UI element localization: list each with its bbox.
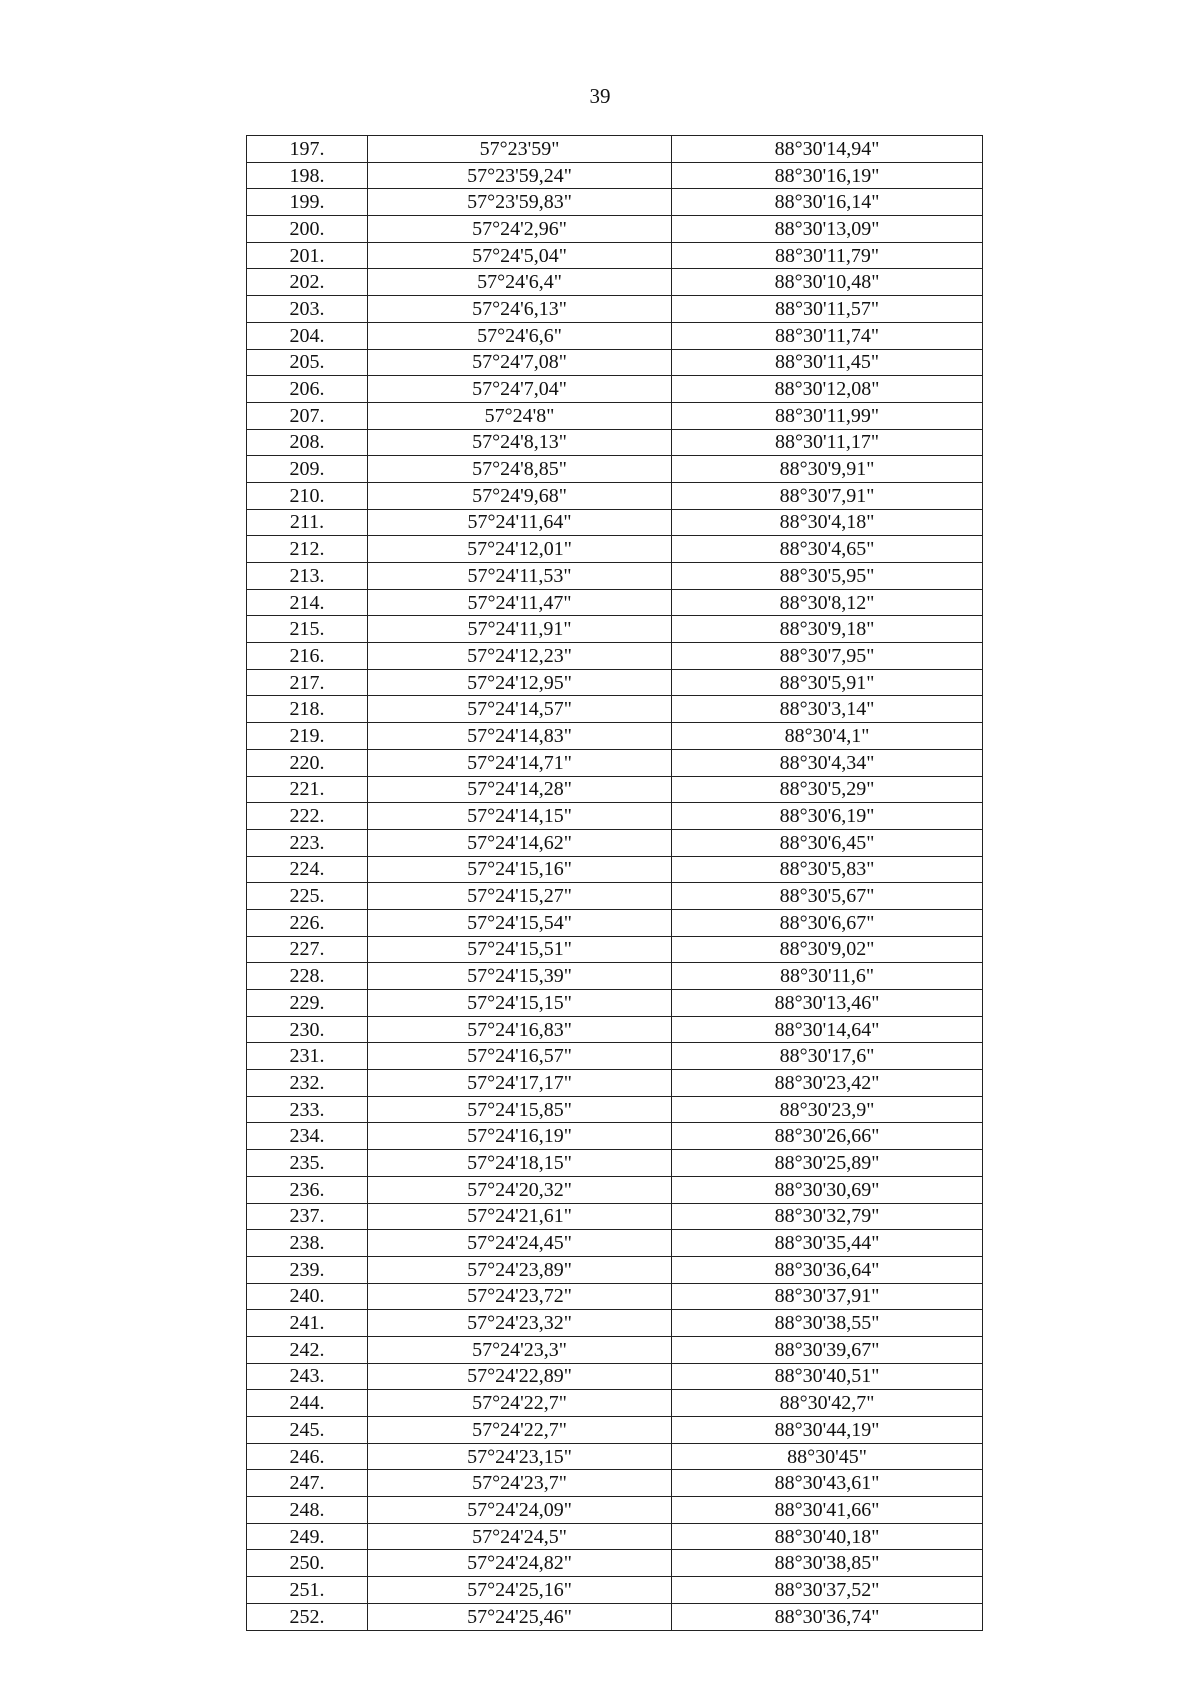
- latitude-cell: 57°24'16,83": [368, 1016, 672, 1043]
- longitude-cell: 88°30'45": [672, 1443, 983, 1470]
- longitude-cell: 88°30'40,51": [672, 1363, 983, 1390]
- table-row: [247, 482, 983, 509]
- table-row: [247, 589, 983, 616]
- latitude-cell: 57°24'24,5": [368, 1523, 672, 1550]
- latitude-cell: 57°24'11,91": [368, 616, 672, 643]
- latitude-cell: 57°24'15,27": [368, 883, 672, 910]
- point-number-cell: 244.: [247, 1390, 368, 1417]
- point-number-cell: 198.: [247, 162, 368, 189]
- point-number-cell: 216.: [247, 643, 368, 670]
- longitude-cell: 88°30'38,85": [672, 1550, 983, 1577]
- table-row: [247, 909, 983, 936]
- point-number-cell: 236.: [247, 1176, 368, 1203]
- point-number-cell: 202.: [247, 269, 368, 296]
- longitude-cell: 88°30'17,6": [672, 1043, 983, 1070]
- longitude-cell: 88°30'37,52": [672, 1577, 983, 1604]
- point-number-cell: 239.: [247, 1256, 368, 1283]
- longitude-cell: 88°30'7,91": [672, 482, 983, 509]
- latitude-cell: 57°24'23,72": [368, 1283, 672, 1310]
- latitude-cell: 57°24'15,54": [368, 909, 672, 936]
- table-row: [247, 1417, 983, 1444]
- point-number-cell: 248.: [247, 1497, 368, 1524]
- latitude-cell: 57°24'15,51": [368, 936, 672, 963]
- latitude-cell: 57°24'25,46": [368, 1603, 672, 1630]
- point-number-cell: 214.: [247, 589, 368, 616]
- table-row: [247, 1123, 983, 1150]
- table-row: [247, 509, 983, 536]
- latitude-cell: 57°24'7,04": [368, 376, 672, 403]
- point-number-cell: 228.: [247, 963, 368, 990]
- point-number-cell: 211.: [247, 509, 368, 536]
- point-number-cell: 247.: [247, 1470, 368, 1497]
- longitude-cell: 88°30'4,65": [672, 536, 983, 563]
- longitude-cell: 88°30'35,44": [672, 1230, 983, 1257]
- table-row: [247, 1043, 983, 1070]
- table-row: [247, 349, 983, 376]
- latitude-cell: 57°24'23,15": [368, 1443, 672, 1470]
- coordinates-table: [246, 135, 983, 1631]
- point-number-cell: 232.: [247, 1070, 368, 1097]
- point-number-cell: 240.: [247, 1283, 368, 1310]
- latitude-cell: 57°24'15,16": [368, 856, 672, 883]
- latitude-cell: 57°24'14,62": [368, 829, 672, 856]
- table-row: [247, 723, 983, 750]
- point-number-cell: 222.: [247, 803, 368, 830]
- latitude-cell: 57°24'15,39": [368, 963, 672, 990]
- latitude-cell: 57°23'59,83": [368, 189, 672, 216]
- table-row: [247, 696, 983, 723]
- longitude-cell: 88°30'10,48": [672, 269, 983, 296]
- longitude-cell: 88°30'25,89": [672, 1150, 983, 1177]
- point-number-cell: 223.: [247, 829, 368, 856]
- latitude-cell: 57°24'22,89": [368, 1363, 672, 1390]
- table-row: [247, 1523, 983, 1550]
- latitude-cell: 57°24'15,85": [368, 1096, 672, 1123]
- table-row: [247, 402, 983, 429]
- table-row: [247, 429, 983, 456]
- table-row: [247, 563, 983, 590]
- latitude-cell: 57°24'24,45": [368, 1230, 672, 1257]
- point-number-cell: 220.: [247, 749, 368, 776]
- latitude-cell: 57°24'14,83": [368, 723, 672, 750]
- table-row: [247, 643, 983, 670]
- point-number-cell: 243.: [247, 1363, 368, 1390]
- table-row: [247, 1310, 983, 1337]
- latitude-cell: 57°24'14,57": [368, 696, 672, 723]
- longitude-cell: 88°30'5,67": [672, 883, 983, 910]
- latitude-cell: 57°24'24,09": [368, 1497, 672, 1524]
- longitude-cell: 88°30'5,95": [672, 563, 983, 590]
- point-number-cell: 200.: [247, 216, 368, 243]
- longitude-cell: 88°30'36,74": [672, 1603, 983, 1630]
- table-row: [247, 376, 983, 403]
- longitude-cell: 88°30'3,14": [672, 696, 983, 723]
- latitude-cell: 57°24'8,85": [368, 456, 672, 483]
- point-number-cell: 229.: [247, 990, 368, 1017]
- table-row: [247, 829, 983, 856]
- latitude-cell: 57°24'23,89": [368, 1256, 672, 1283]
- table-row: [247, 1390, 983, 1417]
- latitude-cell: 57°24'14,28": [368, 776, 672, 803]
- longitude-cell: 88°30'11,45": [672, 349, 983, 376]
- latitude-cell: 57°24'23,7": [368, 1470, 672, 1497]
- latitude-cell: 57°24'22,7": [368, 1417, 672, 1444]
- latitude-cell: 57°24'11,47": [368, 589, 672, 616]
- latitude-cell: 57°24'21,61": [368, 1203, 672, 1230]
- table-row: [247, 1230, 983, 1257]
- latitude-cell: 57°23'59,24": [368, 162, 672, 189]
- longitude-cell: 88°30'11,6": [672, 963, 983, 990]
- latitude-cell: 57°24'6,13": [368, 296, 672, 323]
- point-number-cell: 203.: [247, 296, 368, 323]
- longitude-cell: 88°30'5,29": [672, 776, 983, 803]
- latitude-cell: 57°24'23,32": [368, 1310, 672, 1337]
- latitude-cell: 57°24'14,71": [368, 749, 672, 776]
- point-number-cell: 238.: [247, 1230, 368, 1257]
- table-row: [247, 1096, 983, 1123]
- longitude-cell: 88°30'30,69": [672, 1176, 983, 1203]
- longitude-cell: 88°30'23,42": [672, 1070, 983, 1097]
- latitude-cell: 57°24'15,15": [368, 990, 672, 1017]
- longitude-cell: 88°30'41,66": [672, 1497, 983, 1524]
- longitude-cell: 88°30'6,67": [672, 909, 983, 936]
- longitude-cell: 88°30'8,12": [672, 589, 983, 616]
- longitude-cell: 88°30'9,02": [672, 936, 983, 963]
- longitude-cell: 88°30'37,91": [672, 1283, 983, 1310]
- point-number-cell: 234.: [247, 1123, 368, 1150]
- table-row: [247, 536, 983, 563]
- longitude-cell: 88°30'36,64": [672, 1256, 983, 1283]
- table-row: [247, 803, 983, 830]
- table-row: [247, 1016, 983, 1043]
- table-row: [247, 1283, 983, 1310]
- point-number-cell: 212.: [247, 536, 368, 563]
- longitude-cell: 88°30'5,91": [672, 669, 983, 696]
- point-number-cell: 249.: [247, 1523, 368, 1550]
- point-number-cell: 231.: [247, 1043, 368, 1070]
- longitude-cell: 88°30'40,18": [672, 1523, 983, 1550]
- latitude-cell: 57°24'16,57": [368, 1043, 672, 1070]
- point-number-cell: 204.: [247, 322, 368, 349]
- point-number-cell: 245.: [247, 1417, 368, 1444]
- longitude-cell: 88°30'4,18": [672, 509, 983, 536]
- table-row: [247, 1603, 983, 1630]
- latitude-cell: 57°24'6,6": [368, 322, 672, 349]
- longitude-cell: 88°30'39,67": [672, 1336, 983, 1363]
- latitude-cell: 57°24'8": [368, 402, 672, 429]
- table-row: [247, 456, 983, 483]
- table-row: [247, 136, 983, 163]
- point-number-cell: 218.: [247, 696, 368, 723]
- point-number-cell: 209.: [247, 456, 368, 483]
- table-row: [247, 1470, 983, 1497]
- table-row: [247, 1497, 983, 1524]
- point-number-cell: 205.: [247, 349, 368, 376]
- longitude-cell: 88°30'13,09": [672, 216, 983, 243]
- latitude-cell: 57°24'20,32": [368, 1176, 672, 1203]
- longitude-cell: 88°30'11,74": [672, 322, 983, 349]
- longitude-cell: 88°30'32,79": [672, 1203, 983, 1230]
- table-row: [247, 749, 983, 776]
- longitude-cell: 88°30'12,08": [672, 376, 983, 403]
- table-row: [247, 296, 983, 323]
- latitude-cell: 57°24'2,96": [368, 216, 672, 243]
- table-row: [247, 856, 983, 883]
- point-number-cell: 252.: [247, 1603, 368, 1630]
- longitude-cell: 88°30'16,14": [672, 189, 983, 216]
- table-row: [247, 1203, 983, 1230]
- longitude-cell: 88°30'13,46": [672, 990, 983, 1017]
- point-number-cell: 233.: [247, 1096, 368, 1123]
- latitude-cell: 57°23'59": [368, 136, 672, 163]
- longitude-cell: 88°30'11,99": [672, 402, 983, 429]
- point-number-cell: 235.: [247, 1150, 368, 1177]
- point-number-cell: 219.: [247, 723, 368, 750]
- point-number-cell: 227.: [247, 936, 368, 963]
- point-number-cell: 217.: [247, 669, 368, 696]
- table-row: [247, 936, 983, 963]
- longitude-cell: 88°30'26,66": [672, 1123, 983, 1150]
- point-number-cell: 206.: [247, 376, 368, 403]
- longitude-cell: 88°30'43,61": [672, 1470, 983, 1497]
- latitude-cell: 57°24'5,04": [368, 242, 672, 269]
- latitude-cell: 57°24'18,15": [368, 1150, 672, 1177]
- latitude-cell: 57°24'8,13": [368, 429, 672, 456]
- point-number-cell: 207.: [247, 402, 368, 429]
- latitude-cell: 57°24'24,82": [368, 1550, 672, 1577]
- longitude-cell: 88°30'38,55": [672, 1310, 983, 1337]
- latitude-cell: 57°24'17,17": [368, 1070, 672, 1097]
- longitude-cell: 88°30'44,19": [672, 1417, 983, 1444]
- latitude-cell: 57°24'12,23": [368, 643, 672, 670]
- latitude-cell: 57°24'6,4": [368, 269, 672, 296]
- latitude-cell: 57°24'12,95": [368, 669, 672, 696]
- table-row: [247, 242, 983, 269]
- point-number-cell: 242.: [247, 1336, 368, 1363]
- table-row: [247, 776, 983, 803]
- table-row: [247, 1363, 983, 1390]
- longitude-cell: 88°30'4,34": [672, 749, 983, 776]
- latitude-cell: 57°24'11,64": [368, 509, 672, 536]
- point-number-cell: 208.: [247, 429, 368, 456]
- longitude-cell: 88°30'9,18": [672, 616, 983, 643]
- table-row: [247, 189, 983, 216]
- longitude-cell: 88°30'11,79": [672, 242, 983, 269]
- table-row: [247, 1550, 983, 1577]
- table-row: [247, 1577, 983, 1604]
- point-number-cell: 230.: [247, 1016, 368, 1043]
- longitude-cell: 88°30'6,19": [672, 803, 983, 830]
- table-row: [247, 322, 983, 349]
- coordinates-table-body: [247, 136, 983, 1631]
- table-row: [247, 1256, 983, 1283]
- latitude-cell: 57°24'23,3": [368, 1336, 672, 1363]
- longitude-cell: 88°30'6,45": [672, 829, 983, 856]
- longitude-cell: 88°30'5,83": [672, 856, 983, 883]
- point-number-cell: 199.: [247, 189, 368, 216]
- longitude-cell: 88°30'23,9": [672, 1096, 983, 1123]
- latitude-cell: 57°24'12,01": [368, 536, 672, 563]
- table-row: [247, 269, 983, 296]
- point-number-cell: 241.: [247, 1310, 368, 1337]
- latitude-cell: 57°24'9,68": [368, 482, 672, 509]
- table-row: [247, 990, 983, 1017]
- table-row: [247, 1150, 983, 1177]
- point-number-cell: 221.: [247, 776, 368, 803]
- latitude-cell: 57°24'25,16": [368, 1577, 672, 1604]
- point-number-cell: 237.: [247, 1203, 368, 1230]
- latitude-cell: 57°24'11,53": [368, 563, 672, 590]
- point-number-cell: 197.: [247, 136, 368, 163]
- point-number-cell: 224.: [247, 856, 368, 883]
- latitude-cell: 57°24'7,08": [368, 349, 672, 376]
- point-number-cell: 250.: [247, 1550, 368, 1577]
- longitude-cell: 88°30'14,94": [672, 136, 983, 163]
- page-number: 39: [589, 84, 611, 108]
- longitude-cell: 88°30'9,91": [672, 456, 983, 483]
- longitude-cell: 88°30'7,95": [672, 643, 983, 670]
- longitude-cell: 88°30'16,19": [672, 162, 983, 189]
- table-row: [247, 162, 983, 189]
- table-row: [247, 616, 983, 643]
- latitude-cell: 57°24'14,15": [368, 803, 672, 830]
- point-number-cell: 210.: [247, 482, 368, 509]
- longitude-cell: 88°30'14,64": [672, 1016, 983, 1043]
- point-number-cell: 226.: [247, 909, 368, 936]
- table-row: [247, 963, 983, 990]
- table-row: [247, 216, 983, 243]
- table-row: [247, 1176, 983, 1203]
- latitude-cell: 57°24'22,7": [368, 1390, 672, 1417]
- longitude-cell: 88°30'42,7": [672, 1390, 983, 1417]
- table-row: [247, 1070, 983, 1097]
- longitude-cell: 88°30'11,17": [672, 429, 983, 456]
- point-number-cell: 201.: [247, 242, 368, 269]
- point-number-cell: 225.: [247, 883, 368, 910]
- point-number-cell: 251.: [247, 1577, 368, 1604]
- longitude-cell: 88°30'11,57": [672, 296, 983, 323]
- table-row: [247, 669, 983, 696]
- longitude-cell: 88°30'4,1": [672, 723, 983, 750]
- point-number-cell: 246.: [247, 1443, 368, 1470]
- table-row: [247, 1336, 983, 1363]
- table-row: [247, 1443, 983, 1470]
- table-row: [247, 883, 983, 910]
- latitude-cell: 57°24'16,19": [368, 1123, 672, 1150]
- point-number-cell: 215.: [247, 616, 368, 643]
- point-number-cell: 213.: [247, 563, 368, 590]
